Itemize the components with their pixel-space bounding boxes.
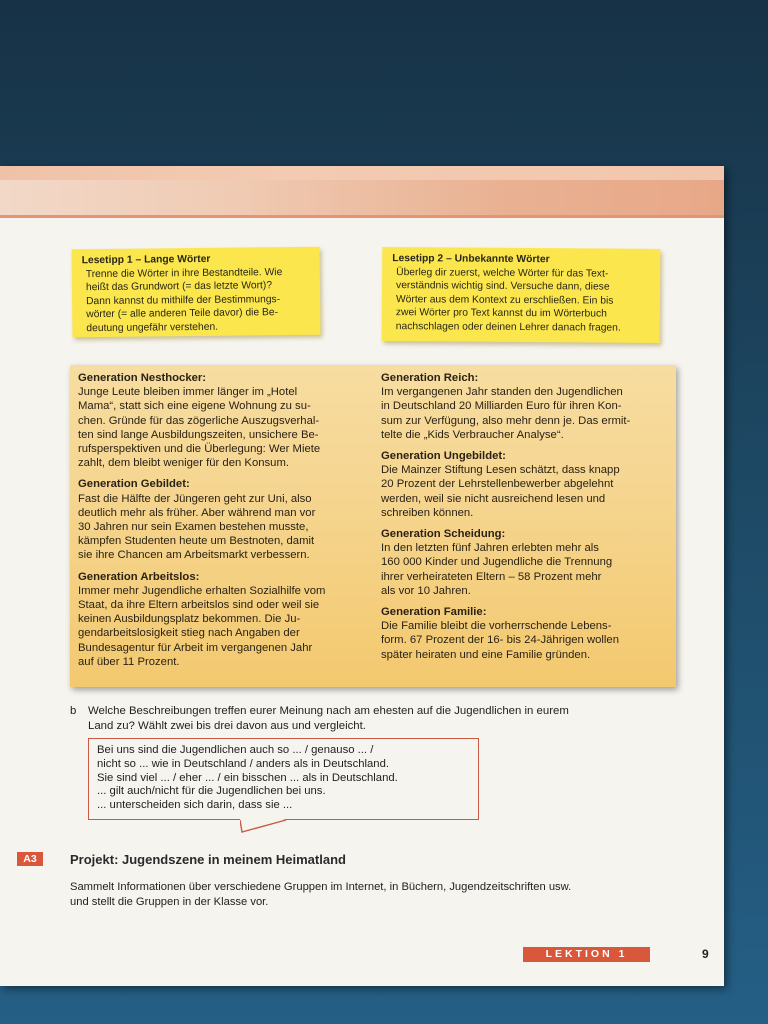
generation-title: Generation Arbeitslos:: [78, 570, 200, 583]
generation-line: telte die „Kids Verbraucher Analyse“.: [381, 428, 564, 441]
page-number: 9: [702, 947, 709, 961]
generation-title: Generation Scheidung:: [381, 528, 506, 541]
lesetipp-2-line: Überleg dir zuerst, welche Wörter für das Text-: [396, 266, 609, 280]
generation-line: kämpfen Studenten heute um Bestnoten, damit: [78, 535, 315, 548]
generation-line: Die Mainzer Stiftung Lesen schätzt, dass knapp: [381, 464, 620, 477]
generation-title: Generation Familie:: [381, 606, 487, 619]
lesetipp-2-title: Lesetipp 2 – Unbekannte Wörter: [392, 253, 550, 266]
generation-line: Die Familie bleibt die vorherrschende Lebens-: [381, 620, 612, 633]
generation-line: in Deutschland 20 Milliarden Euro für ihren Kon-: [381, 400, 622, 413]
generation-line: Staat, da ihre Eltern arbeitslos sind oder weil sie: [78, 599, 320, 612]
task-b-letter: b: [70, 705, 77, 717]
generation-line: als vor 10 Jahren.: [381, 584, 471, 597]
generation-line: Bundesagentur für Arbeit im vergangenen Jahr: [78, 641, 313, 654]
header-band: [0, 180, 724, 218]
generation-title: Generation Nesthocker:: [78, 372, 207, 384]
generation-title: Generation Ungebildet:: [381, 450, 506, 463]
generation-gebildet: [78, 477, 368, 562]
task-b-text: [88, 704, 670, 733]
generation-scheidung: [381, 527, 669, 598]
task-b-line: Land zu? Wählt zwei bis drei davon aus und vergleicht.: [88, 719, 366, 732]
generation-nesthocker: [78, 371, 368, 470]
lesetipp-1-line: Trenne die Wörter in ihre Bestandteile. Wie: [85, 266, 283, 280]
lesetipp-1-line: deutung ungefähr verstehen.: [86, 321, 219, 335]
generation-line: Immer mehr Jugendliche erhalten Sozialhilfe vom: [78, 584, 326, 597]
generations-left-column: [78, 371, 368, 676]
generation-line: 20 Prozent der Lehrstellenbewerber abgelehnt: [381, 478, 614, 491]
generation-line: werden, weil sie nicht ausreichend lesen und: [381, 492, 606, 505]
bubble-line: Bei uns sind die Jugendlichen auch so ... / genauso ... /: [97, 744, 374, 756]
generation-line: Fast die Hälfte der Jüngeren geht zur Uni, also: [78, 492, 312, 505]
a3-line: Sammelt Informationen über verschiedene Gruppen im Internet, in Büchern, Jugendzeitschriften usw.: [70, 881, 572, 893]
generation-line: form. 67 Prozent der 16- bis 24-Jährigen wollen: [381, 634, 619, 647]
generation-line: deutlich mehr als früher. Aber während man vor: [78, 506, 316, 519]
generation-ungebildet: [381, 449, 669, 520]
bubble-line: ... unterscheiden sich darin, dass sie ...: [97, 799, 293, 812]
generation-line: Junge Leute bleiben immer länger im „Hotel: [78, 386, 298, 399]
a3-title: Projekt: Jugendszene in meinem Heimatland: [70, 852, 346, 867]
generation-line: Mama“, statt sich eine eigene Wohnung zu su-: [78, 400, 311, 413]
header-band-top: [0, 166, 724, 180]
generation-line: In den letzten fünf Jahren erlebten mehr als: [381, 542, 599, 555]
generation-line: chen. Gründe für das zögerliche Auszugsverhal-: [78, 414, 320, 427]
generation-arbeitslos: [78, 570, 368, 669]
lesetipp-2-line: zwei Wörter pro Text kannst du im Wörterbuch: [395, 307, 607, 320]
generation-line: auf über 11 Prozent.: [78, 655, 180, 668]
lesetipp-2-line: nachschlagen oder deinen Lehrer danach fragen.: [395, 321, 621, 334]
lesetipp-1-title: Lesetipp 1 – Lange Wörter: [81, 253, 211, 267]
generation-line: sum zur Verfügung, also mehr denn je. Das ermit-: [381, 414, 631, 427]
generation-line: ihrer verheirateten Eltern – 58 Prozent mehr: [381, 570, 602, 583]
speech-bubble-tail: [240, 819, 290, 835]
generations-box: [70, 365, 676, 687]
lesetipp-1-line: heißt das Grundwort (= das letzte Wort)?: [85, 280, 273, 294]
bubble-line: Sie sind viel ... / eher ... / ein bisschen ... als in Deutschland.: [97, 771, 398, 784]
generation-line: rufsperspektiven und die Überlegung: Wer Miete: [78, 443, 321, 456]
speech-bubble: [88, 738, 479, 820]
lektion-label: LEKTION 1: [523, 947, 650, 962]
bubble-line: ... gilt auch/nicht für die Jugendlichen bei uns.: [97, 785, 326, 798]
task-b-line: Welche Beschreibungen treffen eurer Meinung nach am ehesten auf die Jugendlichen in eurem: [88, 705, 569, 717]
generation-familie: [381, 605, 669, 662]
generations-right-column: [381, 371, 669, 669]
a3-tag: A3: [17, 852, 43, 866]
lesetipp-2-note: [382, 247, 661, 343]
generation-reich: [381, 371, 669, 442]
lesetipp-2-line: verständnis wichtig sind. Versuche dann, diese: [396, 280, 610, 293]
generation-title: Generation Gebildet:: [78, 478, 190, 491]
lesetipp-1-line: Dann kannst du mithilfe der Bestimmungs-: [86, 293, 281, 307]
lesetipp-1-line: wörter (= alle anderen Teile davor) die Be-: [86, 307, 279, 321]
generation-line: schreiben können.: [381, 506, 474, 519]
generation-line: sie ihre Chancen am Arbeitsmarkt verbessern.: [78, 549, 310, 562]
generation-line: gendarbeitslosigkeit stieg nach Angaben der: [78, 627, 300, 640]
generation-line: ten sind lange Ausbildungszeiten, unsichere Be-: [78, 428, 319, 441]
generation-title: Generation Reich:: [381, 372, 479, 384]
a3-line: und stellt die Gruppen in der Klasse vor.: [70, 895, 269, 908]
generation-line: Im vergangenen Jahr standen den Jugendlichen: [381, 386, 623, 399]
bubble-line: nicht so ... wie in Deutschland / anders als in Deutschland.: [97, 757, 389, 770]
generation-line: keinen Ausbildungsplatz bekommen. Die Ju-: [78, 613, 301, 626]
task-b: [70, 704, 670, 733]
generation-line: später heiraten und eine Familie gründen.: [381, 648, 591, 661]
a3-body: [70, 880, 690, 909]
generation-line: 160 000 Kinder und Jugendliche die Trennung: [381, 556, 613, 569]
generation-line: 30 Jahren nur sein Examen bestehen musste,: [78, 521, 309, 534]
lesetipp-1-note: [72, 247, 321, 338]
lesetipp-2-line: Wörter aus dem Kontext zu erschließen. Ein bis: [395, 293, 614, 307]
generation-line: zahlt, dem bleibt weniger für den Konsum.: [78, 457, 289, 470]
